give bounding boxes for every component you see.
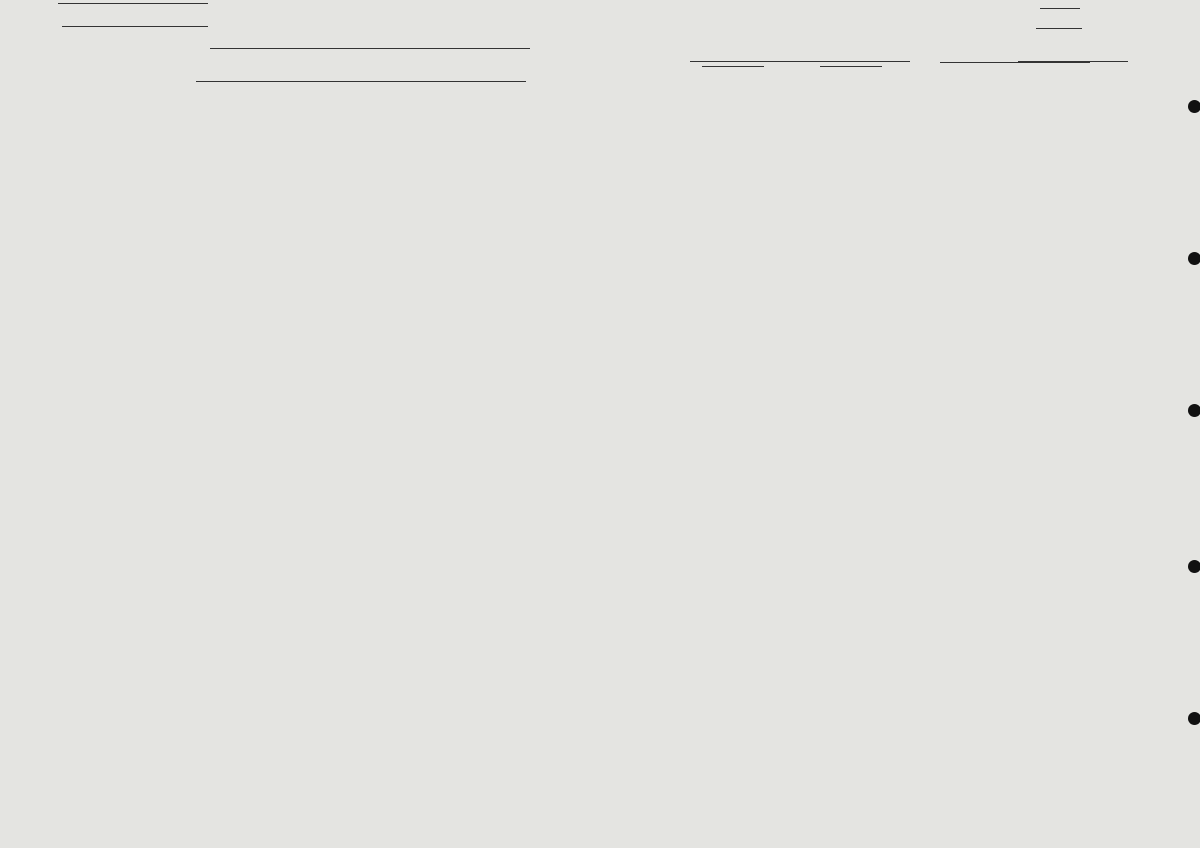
punch-hole bbox=[1188, 712, 1200, 725]
punch-hole bbox=[1188, 252, 1200, 265]
punch-hole bbox=[1188, 404, 1200, 417]
punch-hole bbox=[1188, 100, 1200, 113]
punch-hole bbox=[1188, 560, 1200, 573]
